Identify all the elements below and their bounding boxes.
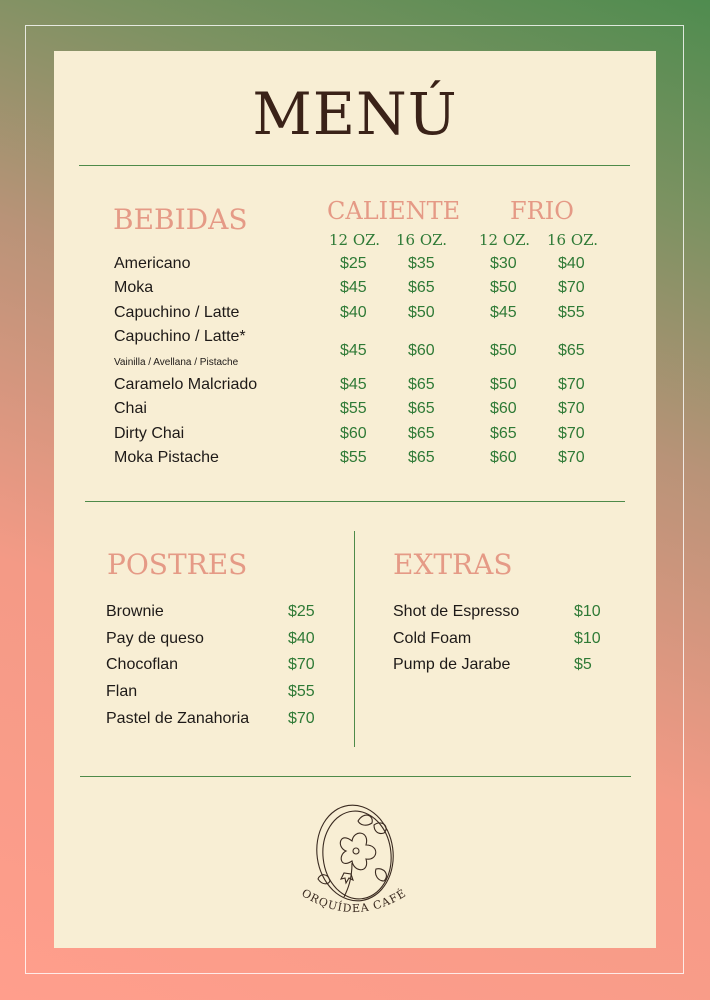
extra-price: $10 xyxy=(574,603,601,620)
drink-price: $65 xyxy=(558,342,585,359)
drink-price: $65 xyxy=(408,376,435,393)
drink-price: $65 xyxy=(408,279,435,296)
dessert-name: Brownie xyxy=(106,603,164,620)
drink-price: $55 xyxy=(340,400,367,417)
drink-price: $70 xyxy=(558,425,585,442)
extras-heading: EXTRAS xyxy=(393,548,513,581)
logo-brand-text: ORQUÍDEA CAFÉ xyxy=(299,887,409,916)
size-frio-16: 16 OZ. xyxy=(547,231,599,249)
dessert-name: Flan xyxy=(106,683,138,700)
drink-name: Americano xyxy=(114,255,191,272)
drink-price: $45 xyxy=(340,279,367,296)
extra-price: $5 xyxy=(574,656,592,673)
drink-price: $50 xyxy=(490,279,517,296)
drink-price: $45 xyxy=(340,342,367,359)
drink-price: $60 xyxy=(408,342,435,359)
drink-price: $50 xyxy=(490,342,517,359)
extra-name: Shot de Espresso xyxy=(393,603,520,620)
drink-name: Chai xyxy=(114,400,147,417)
drink-price: $35 xyxy=(408,255,435,272)
drink-price: $60 xyxy=(490,449,517,466)
drink-price: $70 xyxy=(558,400,585,417)
divider-bottom xyxy=(80,776,631,777)
drink-price: $45 xyxy=(340,376,367,393)
drink-price: $70 xyxy=(558,449,585,466)
drink-price: $50 xyxy=(408,304,435,321)
drink-price: $70 xyxy=(558,279,585,296)
size-caliente-16: 16 OZ. xyxy=(396,231,448,249)
drink-price: $40 xyxy=(340,304,367,321)
drink-price: $65 xyxy=(408,425,435,442)
drink-price: $65 xyxy=(408,449,435,466)
dessert-price: $25 xyxy=(288,603,315,620)
drink-name: Moka xyxy=(114,279,154,296)
drink-price: $60 xyxy=(340,425,367,442)
drink-name: Moka Pistache xyxy=(114,449,219,466)
page-title: MENÚ xyxy=(252,80,458,148)
dessert-name: Pastel de Zanahoria xyxy=(106,710,250,727)
dessert-name: Chocoflan xyxy=(106,656,179,673)
divider-middle xyxy=(85,501,625,502)
drink-name: Dirty Chai xyxy=(114,425,185,442)
extra-price: $10 xyxy=(574,630,601,647)
drink-price: $70 xyxy=(558,376,585,393)
drink-price: $45 xyxy=(490,304,517,321)
svg-text:ORQUÍDEA CAFÉ xyxy=(299,887,408,915)
drink-price: $40 xyxy=(558,255,585,272)
drink-name: Capuchino / Latte* xyxy=(114,328,246,345)
extra-name: Pump de Jarabe xyxy=(393,656,511,673)
extra-name: Cold Foam xyxy=(393,630,472,647)
dessert-price: $55 xyxy=(288,683,315,700)
drink-price: $25 xyxy=(340,255,367,272)
drink-price: $65 xyxy=(490,425,517,442)
frio-heading: FRIO xyxy=(510,197,574,225)
drink-price: $30 xyxy=(490,255,517,272)
drink-name: Capuchino / Latte xyxy=(114,304,240,321)
drink-price: $55 xyxy=(340,449,367,466)
drink-flavors: Vainilla / Avellana / Pistache xyxy=(114,357,239,368)
menu-card xyxy=(54,51,656,948)
drink-name: Caramelo Malcriado xyxy=(114,376,258,393)
divider-top xyxy=(79,165,630,166)
dessert-name: Pay de queso xyxy=(106,630,204,647)
bebidas-heading: BEBIDAS xyxy=(113,203,248,236)
logo-text xyxy=(284,887,424,927)
drink-price: $60 xyxy=(490,400,517,417)
drink-price: $50 xyxy=(490,376,517,393)
drink-price: $55 xyxy=(558,304,585,321)
size-frio-12: 12 OZ. xyxy=(479,231,531,249)
size-caliente-12: 12 OZ. xyxy=(329,231,381,249)
dessert-price: $40 xyxy=(288,630,315,647)
drink-price: $65 xyxy=(408,400,435,417)
postres-heading: POSTRES xyxy=(107,548,248,581)
caliente-heading: CALIENTE xyxy=(327,197,461,225)
dessert-price: $70 xyxy=(288,656,315,673)
dessert-price: $70 xyxy=(288,710,315,727)
column-divider xyxy=(354,531,355,747)
